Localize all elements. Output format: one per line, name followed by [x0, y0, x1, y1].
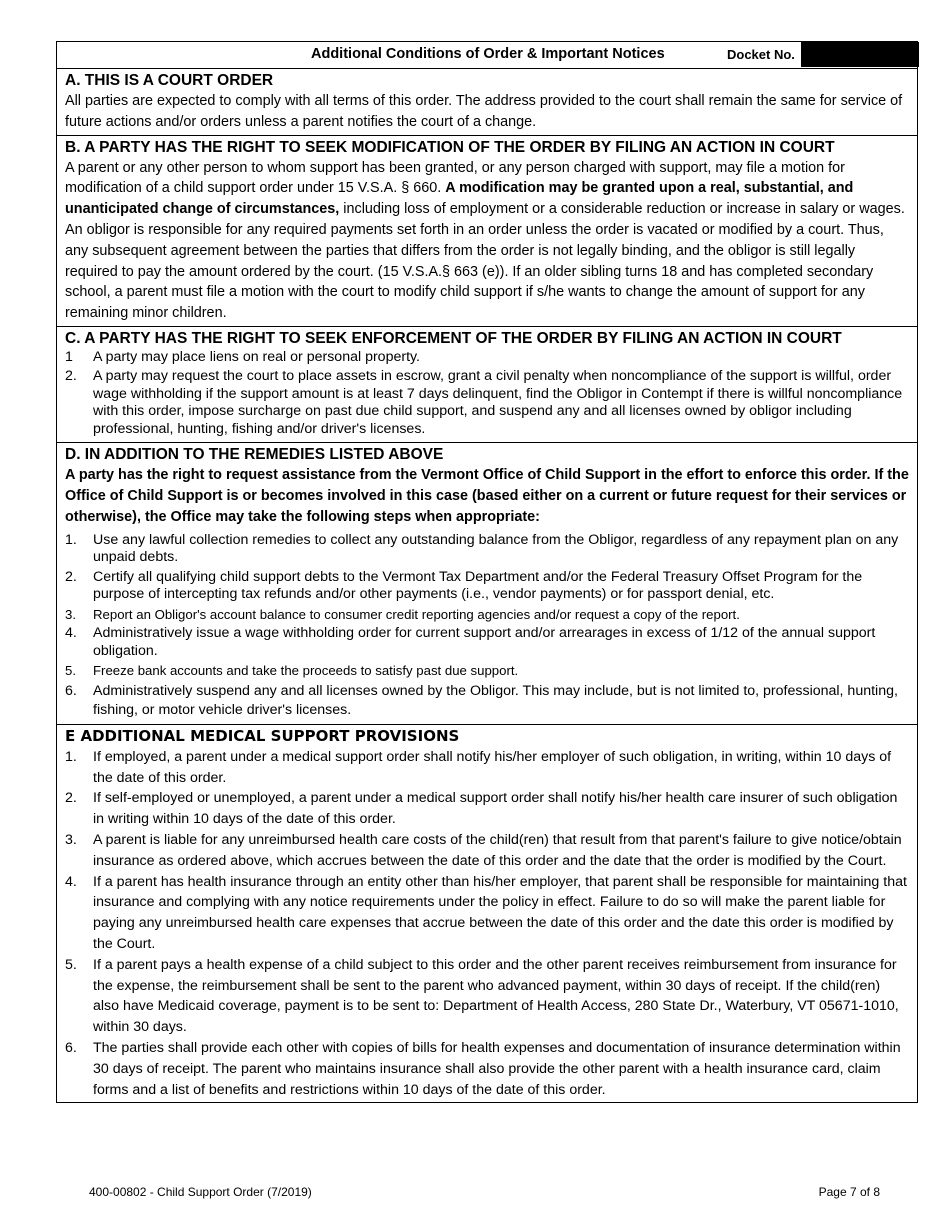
list-item: [65, 662, 909, 680]
docket-number-redacted: [801, 42, 919, 67]
item-text: A parent is liable for any unreimbursed health care costs of the child(ren) that result from that parent's failure to give notice/obtain insurance as ordered above, which accrues between the date of this order and the date that the order is modified by the Court.: [93, 832, 902, 869]
item-number: 6.: [65, 682, 77, 699]
section-d: [57, 444, 917, 724]
section-b: [57, 137, 917, 327]
section-e: [57, 726, 917, 1103]
section-b-text: [65, 158, 909, 324]
item-number: 3.: [65, 606, 76, 622]
item-text: If a parent has health insurance through an entity other than his/her employer, that parent shall be responsible for maintaining that insurance and complying with any notice requirements under the policy in effect. Failure to do so will make the parent liable for paying any unreimbursed health care expenses that accrue between the date of this order and the date this order is modified by the Court.: [93, 873, 907, 953]
item-text: The parties shall provide each other with copies of bills for health expenses and documentation of insurance determination within 30 days of receipt. The parent who maintains insurance shall also provide the other parent with a health insurance card, claim forms and a list of benefits and restrictions within 10 days of the date of this order.: [93, 1040, 901, 1098]
item-number: 5.: [65, 956, 77, 973]
section-b-title: B. A PARTY HAS THE RIGHT TO SEEK MODIFICATION OF THE ORDER BY FILING AN ACTION IN COURT: [65, 138, 835, 156]
item-number: 4.: [65, 873, 77, 890]
item-number: 2.: [65, 790, 77, 807]
item-number: 1: [65, 348, 73, 365]
item-number: 2.: [65, 368, 77, 385]
list-item: [65, 788, 909, 830]
list-item: [65, 955, 909, 1038]
section-d-list: [65, 532, 909, 720]
item-text: Use any lawful collection remedies to collect any outstanding balance from the Obligor, regardless of any repayment plan on any unpaid debts.: [93, 531, 899, 566]
item-text: Administratively suspend any and all licenses owned by the Obligor. This may include, but is not limited to, professional, hunting, fishing, or motor vehicle driver's licenses.: [93, 682, 898, 718]
list-item: [65, 606, 909, 624]
item-number: 4.: [65, 625, 77, 642]
item-number: 5.: [65, 663, 76, 679]
item-text: Certify all qualifying child support debts to the Vermont Tax Department and/or the Federal Treasury Offset Program for the purpose of intercepting tax refunds and/or other payments (i.e., vendor payments) or for passport denial, etc.: [93, 568, 863, 603]
item-text: If employed, a parent under a medical support order shall notify his/her employer of such obligation, in writing, within 10 days of the date of this order.: [93, 748, 892, 786]
page-number: Page 7 of 8: [818, 1185, 880, 1199]
section-c: [57, 328, 917, 444]
item-number: 2.: [65, 568, 77, 585]
section-e-title: E ADDITIONAL MEDICAL SUPPORT PROVISIONS: [65, 726, 460, 745]
section-a: [57, 70, 917, 136]
list-item: [65, 747, 909, 789]
item-text: If self-employed or unemployed, a parent under a medical support order shall notify his/her health care insurer of such obligation in writing within 10 days of the date of this order.: [93, 790, 898, 828]
list-item: [65, 349, 909, 367]
item-number: 6.: [65, 1040, 77, 1057]
docket-label: Docket No.: [727, 47, 795, 62]
list-item: [65, 830, 909, 872]
section-d-intro: A party has the right to request assistance from the Vermont Office of Child Support in the effort to enforce this order. If the Office of Child Support is or becomes involved in this case (based either on a current or future request for their services or otherwise), the Office may take the following steps when appropriate:: [65, 467, 909, 526]
item-text: A party may place liens on real or personal property.: [93, 348, 421, 365]
list-item: [65, 569, 909, 604]
form-id: 400-00802 - Child Support Order (7/2019): [89, 1185, 312, 1199]
section-a-title: A. THIS IS A COURT ORDER: [65, 72, 274, 89]
section-c-title: C. A PARTY HAS THE RIGHT TO SEEK ENFORCEMENT OF THE ORDER BY FILING AN ACTION IN COURT: [65, 329, 842, 347]
list-item: [65, 532, 909, 567]
section-b-text-bold: A modification may be granted upon a real, substantial, and unanticipated change of circumstances,: [65, 180, 854, 218]
section-b-text-1: A parent or any other person to whom support has been granted, or any person charged with support, may file a motion for modification of a child support order under 15 V.S.A. § 660.: [65, 159, 845, 197]
item-text: Freeze bank accounts and take the proceeds to satisfy past due support.: [93, 663, 519, 679]
item-number: 1.: [65, 748, 77, 765]
order-frame: [56, 41, 918, 1103]
item-number: 3.: [65, 832, 77, 849]
section-b-text-2: including loss of employment or a considerable reduction or increase in salary or wages. An obligor is responsible for any required payments set forth in an order unless the order is vacated or modified by a court. Thus, any subsequent agreement between the parties that differs from the order is not legally binding, and the obligor is still legally required to pay the amount ordered by the court. (15 V.S.A.§ 663 (e)). If an older sibling turns 18 and has completed secondary school, a parent must file a motion with the court to modify child support if s/he wants to change the amount of support for any remaining minor children.: [65, 201, 905, 322]
list-item: [65, 625, 909, 660]
item-number: 1.: [65, 531, 77, 548]
section-c-list: [65, 349, 909, 439]
item-text: If a parent pays a health expense of a child subject to this order and the other parent receives reimbursement from insurance for the expense, the reimbursement shall be sent to the parent who advanced payment, within 30 days of receipt. If the child(ren) also have Medicaid coverage, payment is to be sent to: Department of Health Access, 280 State Dr., Waterbury, VT 05671-1010, within 30 days.: [93, 956, 899, 1036]
section-a-text: All parties are expected to comply with all terms of this order. The address provided to the court shall remain the same for service of future actions and/or orders unless a parent notifies the court of a change.: [65, 93, 903, 130]
page-header: [57, 42, 917, 69]
section-d-title: D. IN ADDITION TO THE REMEDIES LISTED ABOVE: [65, 446, 444, 464]
list-item: [65, 1038, 909, 1100]
section-e-list: [65, 747, 909, 1101]
list-item: [65, 872, 909, 955]
list-item: [65, 368, 909, 438]
page-title: Additional Conditions of Order & Important Notices: [311, 46, 665, 62]
item-text: A party may request the court to place assets in escrow, grant a civil penalty when noncompliance of the support is willful, order wage withholding if the support amount is at least 7 days delinquent, find the Obligor in Contempt if there is willful noncompliance with this order, impose surcharge on past due child support, and suspend any and all licenses owned by obligor including professional, hunting, fishing and/or driver's licenses.: [93, 368, 903, 437]
item-text: Administratively issue a wage withholding order for current support and/or arrearages in excess of 1/12 of the annual support obligation.: [93, 625, 876, 659]
list-item: [65, 682, 909, 720]
item-text: Report an Obligor's account balance to consumer credit reporting agencies and/or request a copy of the report.: [93, 606, 740, 622]
